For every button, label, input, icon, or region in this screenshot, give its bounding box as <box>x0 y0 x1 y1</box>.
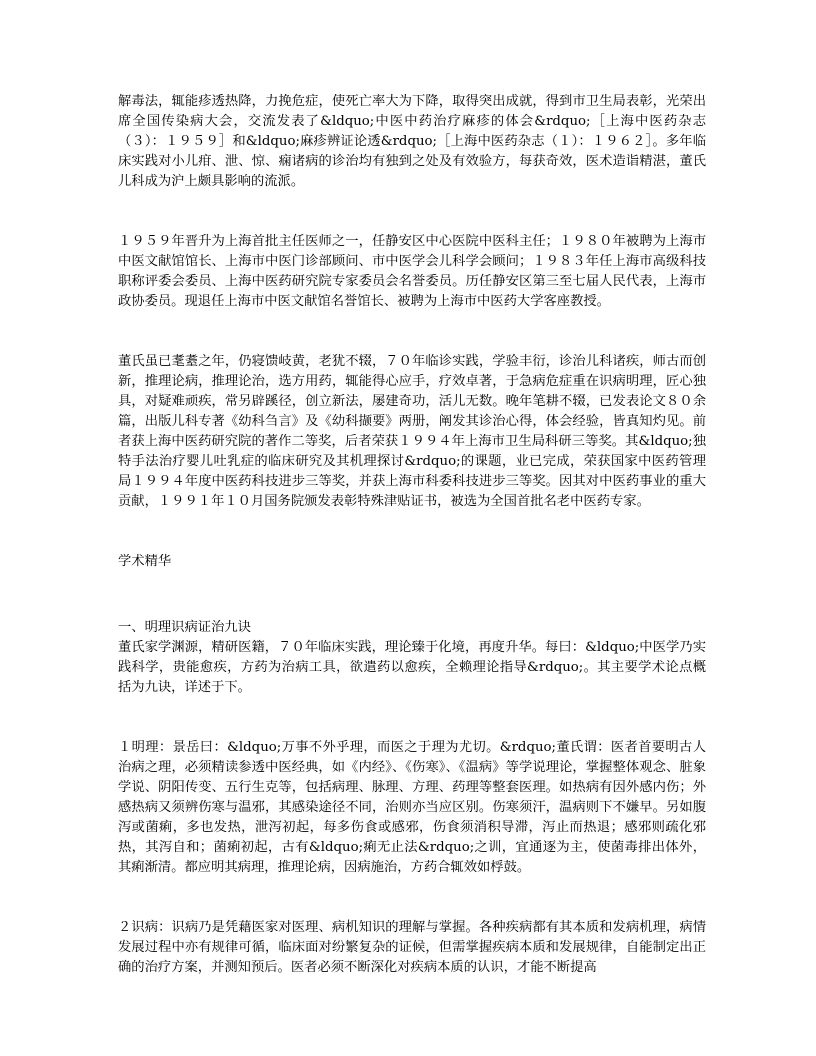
document-page <box>118 92 706 978</box>
section-title: 学术精华 <box>118 554 172 569</box>
subsection-intro: 董氏家学渊源，精研医籍，７０年临床实践，理论臻于化境，再度升华。每曰：&ldquo;中医学乃实践科学，贵能愈疾，方药为治病工具，欲遣药以愈疾，全赖理论指导&rdquo;。其主要学术论点概括为九诀，详述于下。 <box>118 640 706 695</box>
paragraph-measles-achievement: 解毒法，辄能疹透热降，力挽危症，使死亡率大为下降，取得突出成就，得到市卫生局表彰，光荣出席全国传染病大会，交流发表了&ldquo;中医中药治疗麻疹的体会&rdquo;［上海中医药杂志（３）：１９５９］和&ldquo;麻疹辨证论透&rdquo;［上海中医药杂志（１）：１９６２］。多年临床实践对小儿疳、泄、惊、痫诸病的诊治均有独到之处及有效验方，每获奇效，医术造诣精湛，董氏儿科成为沪上颇具影响的流派。 <box>118 94 706 189</box>
item-ming-li: １明理：景岳曰：&ldquo;万事不外乎理，而医之于理为尤切。&rdquo;董氏谓：医者首要明古人治病之理，必须精读参透中医经典，如《内经》、《伤寒》、《温病》等学说理论，掌握整体观念、脏象学说、阴阳传变、五行生克等，包括病理、脉理、方理、药理等整套医理。如热病有因外感内伤；外感热病又须辨伤寒与温邪，其感染途径不同，治则亦当应区别。伤寒须汗，温病则下不嫌早。另如腹泻或菌痢，多也发热，泄泻初起，每多伤食或感邪，伤食须消积导滞，泻止而热退；感邪则疏化邪热，其泻自和；菌痢初起，古有&ldquo;痢无止法&rdquo;之训，宜通逐为主，使菌毒排出体外，其痢渐清。都应明其病理，推理论病，因病施治，方药合辄效如桴鼓。 <box>118 740 706 875</box>
paragraph-gap <box>118 878 706 918</box>
subsection-title: 一、明理识病证治九诀 <box>118 620 251 635</box>
paragraph-career-appointments: １９５９年晋升为上海首批主任医师之一，任静安区中心医院中医科主任；１９８０年被聘为上海市中医文献馆馆长、上海市中医门诊部顾问、市中医学会儿科学会顾问；１９８３年任上海市高级科技职称评委会委员、上海中医药研究院专家委员会名誉委员。历任静安区第三至七届人民代表，上海市政协委员。现退任上海市中医文献馆名誉馆长、被聘为上海市中医药大学客座教授。 <box>118 234 706 309</box>
paragraph-later-works: 董氏虽已耄耋之年，仍寝馈岐黄，老犹不辍，７０年临诊实践，学验丰衍，诊治儿科诸疾，师古而创新，推理论病，推理论治，选方用药，辄能得心应手，疗效卓著，于急病危症重在识病明理，匠心独具，对疑难顽疾，常另辟蹊径，创立新法，屡建奇功，活儿无数。晚年笔耕不辍，已发表论文８０余篇，出版儿科专著《幼科刍言》及《幼科撷要》两册，阐发其诊治心得，体会经验，皆真知灼见。前者获上海中医药研究院的著作二等奖，后者荣获１９９４年上海市卫生局科研三等奖。其&ldquo;独特手法治疗婴儿吐乳症的临床研究及其机理探讨&rdquo;的课题，业已完成，荣获国家中医药管理局１９９４年度中医药科技进步三等奖，并获上海市科委科技进步三等奖。因其对中医药事业的重大贡献，１９９１年１０月国务院颁发表彰特殊津贴证书，被选为全国首批名老中医药专家。 <box>118 354 706 509</box>
item-shi-bing: ２识病：识病乃是凭藉医家对医理、病机知识的理解与掌握。各种疾病都有其本质和发病机理，病情发展过程中亦有规律可循，临床面对纷繁复杂的证候，但需掌握疾病本质和发展规律，自能制定出正确的治疗方案，并测知预后。医者必须不断深化对疾病本质的认识，才能不断提高 <box>118 920 706 975</box>
paragraph-gap <box>118 512 706 552</box>
paragraph-gap <box>118 312 706 352</box>
paragraph-gap <box>118 572 706 618</box>
paragraph-gap <box>118 698 706 738</box>
paragraph-gap <box>118 192 706 232</box>
